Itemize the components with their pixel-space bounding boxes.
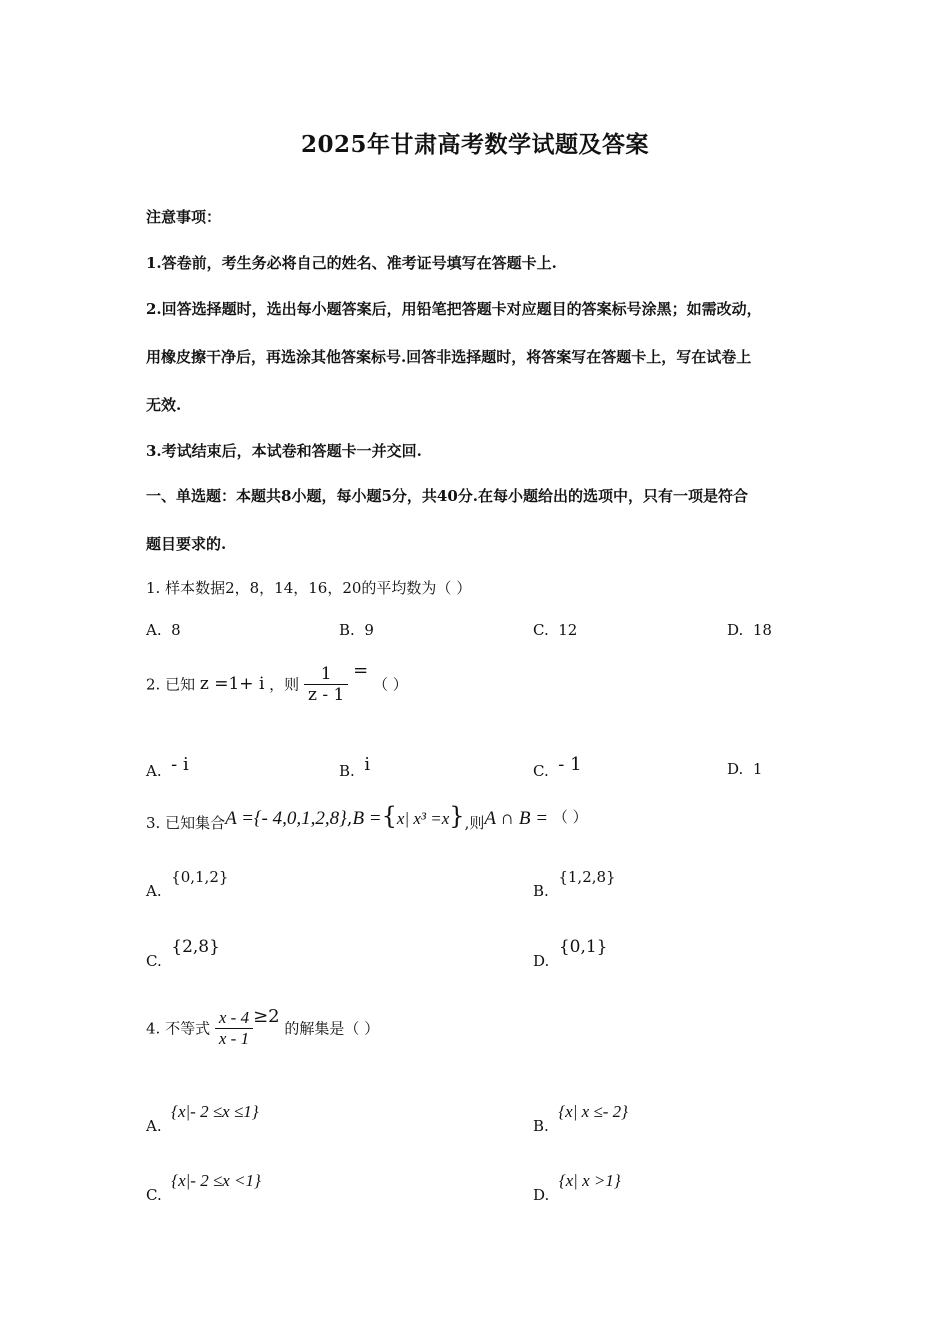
notice-item-3: 3.考试结束后，本试卷和答题卡一并交回. [146,442,422,460]
question-4-fraction [215,1008,253,1049]
option-text: - 1 [558,754,582,775]
option-text: {x| x >1} [558,1171,621,1190]
question-2-option-a [146,754,189,780]
option-label: C. [533,621,549,639]
option-label: A. [146,1117,162,1135]
question-3-option-a [146,868,228,900]
option-text: 18 [752,621,772,639]
notice-item-1: 1.答卷前，考生务必将自己的姓名、准考证号填写在答题卡上. [146,254,557,272]
question-3-comma: , [346,808,353,829]
section-heading-line-1: 一、单选题：本题共8小题，每小题5分，共40分.在每小题给出的选项中，只有一项是符合 [146,487,748,505]
option-text: 9 [364,621,374,639]
question-3-set-b-brace-close: } [449,802,465,830]
page-title: 2025年甘肃高考数学试题及答案 [300,131,649,158]
question-1-option-b [339,621,374,639]
question-2-prefix: 2. 已知 [146,675,196,694]
option-text: {0,1,2} [171,868,229,886]
option-text: 12 [558,621,578,639]
question-4-option-c [146,1171,261,1204]
question-2-option-b [339,754,370,780]
fraction-denominator: x - 1 [215,1028,253,1049]
question-2-equals: = [353,660,369,681]
option-label: D. [533,952,550,970]
option-text: {x| x ≤- 2} [558,1102,628,1121]
notice-item-2-line-2: 用橡皮擦干净后，再选涂其他答案标号.回答非选择题时，将答案写在答题卡上，写在试卷上 [146,348,752,366]
option-text: {0,1} [558,937,608,957]
question-1-option-d [727,621,772,639]
question-3-set-a: A ={- 4,0,1,2,8} [225,808,347,829]
option-label: C. [146,1186,162,1204]
question-4-option-b [533,1102,628,1135]
option-label: A. [146,762,162,780]
question-2-condition: z =1+ i [199,674,265,694]
question-1-stem: 1. 样本数据2，8，14，16，20的平均数为（ ） [146,579,472,597]
section-heading-line-2: 题目要求的. [146,535,227,553]
notice-item-2-line-3: 无效. [146,396,182,414]
option-text: {x|- 2 ≤x <1} [171,1171,261,1190]
question-3-blank: （ ） [552,808,588,826]
option-text: 1 [752,760,763,778]
question-2-fraction [304,664,348,705]
option-text: {x|- 2 ≤x ≤1} [171,1102,259,1121]
question-2-stem [146,660,408,705]
question-3-set-b: B = [352,808,382,829]
question-4-prefix: 4. 不等式 [146,1019,211,1038]
option-label: A. [146,621,162,639]
fraction-denominator: z - 1 [304,684,348,705]
notice-heading: 注意事项： [146,208,222,226]
question-3-prefix: 3. 已知集合 [146,814,226,832]
question-3-expression: A ∩ B = [484,808,549,829]
question-3-option-b [533,868,616,900]
question-2-mid: ，则 [269,675,300,694]
option-text: 8 [171,621,181,639]
question-4-option-d [533,1171,621,1204]
question-1-option-a [146,621,181,639]
option-label: D. [533,1186,550,1204]
question-1-option-c [533,621,577,639]
question-3-option-c [146,937,220,970]
notice-item-2-line-1: 2.回答选择题时，选出每小题答案后，用铅笔把答题卡对应题目的答案标号涂黑；如需改动， [146,300,762,318]
fraction-numerator: 1 [320,663,332,684]
question-3-mid: ,则 [464,814,485,832]
option-text: {2,8} [171,937,220,957]
option-label: B. [339,621,355,639]
question-4-suffix: 的解集是（ ） [284,1019,380,1038]
question-4-relation: ≥2 [253,1006,280,1027]
question-4-stem [146,1006,379,1049]
question-2-option-c [533,754,582,780]
option-label: D. [727,621,744,639]
question-4-option-a [146,1102,259,1135]
option-text: i [364,754,371,775]
option-label: D. [727,760,744,778]
question-3-set-b-inner: x| x³ =x [396,809,450,828]
question-3-stem [146,802,588,833]
question-2-option-d [727,760,762,778]
fraction-numerator: x - 4 [218,1007,250,1027]
question-2-blank: （ ） [372,675,408,694]
option-label: B. [533,1117,549,1135]
option-label: C. [533,762,549,780]
option-label: A. [146,882,162,900]
question-3-option-d [533,937,607,970]
option-text: {1,2,8} [558,868,616,886]
option-label: C. [146,952,162,970]
option-label: B. [339,762,355,780]
option-text: - i [171,754,189,775]
question-3-set-b-brace: { [381,802,397,830]
option-label: B. [533,882,549,900]
